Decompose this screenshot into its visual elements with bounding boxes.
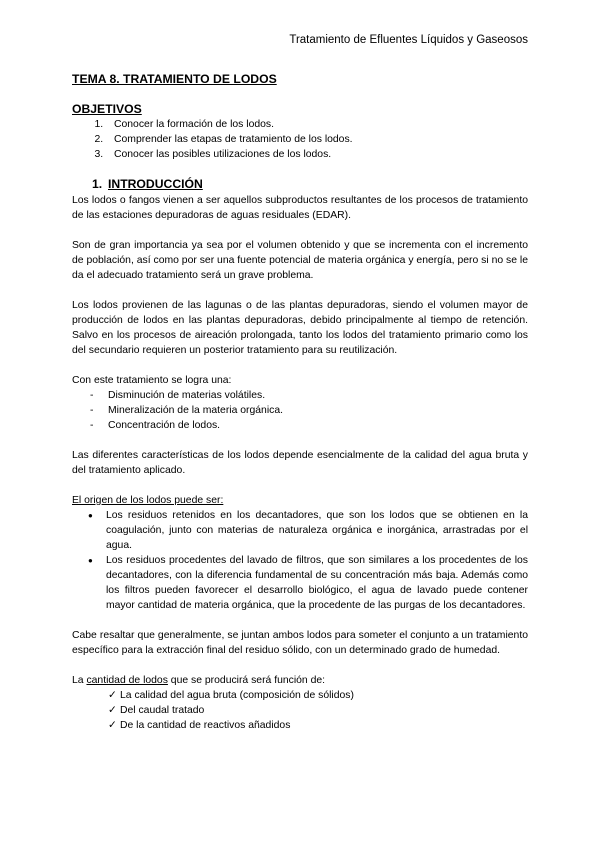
paragraph: Cabe resaltar que generalmente, se juntan ambos lodos para someter el conjunto a un tratamiento específico para la extracción final del residuo sólido, con un determinado grado de humedad.: [72, 630, 528, 656]
quantity-intro: [72, 673, 528, 688]
objective-item: 3. Conocer las posibles utilizaciones de los lodos.: [106, 147, 528, 162]
paragraph: Con este tratamiento se logra una:: [72, 375, 232, 386]
check-item-text: De la cantidad de reactivos añadidos: [120, 720, 291, 731]
check-icon: ✓: [108, 690, 117, 701]
check-item-text: Del caudal tratado: [120, 705, 205, 716]
objective-item: 2. Comprender las etapas de tratamiento de los lodos.: [106, 132, 528, 147]
paragraph: Las diferentes características de los lodos depende esencialmente de la calidad del agua bruta y del tratamiento aplicado.: [72, 450, 528, 476]
objectives-list: [72, 117, 528, 162]
section-heading: [92, 176, 528, 193]
dash-list: [72, 388, 528, 433]
list-item: - Mineralización de la materia orgánica.: [90, 403, 528, 418]
bullet-list: [72, 508, 528, 613]
paragraph: Los lodos o fangos vienen a ser aquellos subproductos resultantes de los procesos de tratamiento de las estaciones depuradoras de aguas residuales (EDAR).: [72, 195, 528, 221]
document-body: [72, 72, 528, 733]
section-number: 1.: [92, 177, 103, 191]
list-item: - Disminución de materias volátiles.: [90, 388, 528, 403]
check-icon: ✓: [108, 720, 117, 731]
objective-item: 1. Conocer la formación de los lodos.: [106, 117, 528, 132]
quantity-prefix: La: [72, 675, 87, 686]
quantity-suffix: que se producirá será función de:: [167, 675, 326, 686]
list-item: - Concentración de lodos.: [90, 418, 528, 433]
list-item: [108, 718, 528, 733]
running-header: Tratamiento de Efluentes Líquidos y Gaseosos: [289, 34, 528, 46]
paragraph: Son de gran importancia ya sea por el volumen obtenido y que se incrementa con el incremento de población, así como por ser una fuente potencial de materia orgánica y energía, pero si no se le da el adecuado tratamiento será un grave problema.: [72, 240, 528, 281]
check-list: [72, 688, 528, 733]
list-item: ● Los residuos procedentes del lavado de filtros, que son similares a los procedentes de los decantadores, con la diferencia fundamental de su concentración más baja. Además como los filtros pueden favorecer el desarrollo biológico, el agua de lavado puede contener mayor cantidad de materia orgánica, que la procedente de las purgas de los decantadores.: [106, 553, 528, 613]
check-icon: ✓: [108, 705, 117, 716]
list-item: [108, 703, 528, 718]
check-item-text: La calidad del agua bruta (composición de sólidos): [120, 690, 354, 701]
section-title: INTRODUCCIÓN: [108, 177, 203, 191]
quantity-term: cantidad de lodos: [86, 675, 168, 686]
list-item: [108, 688, 528, 703]
paragraph: Los lodos provienen de las lagunas o de las plantas depuradoras, siendo el volumen mayor de producción de lodos en las plantas depuradoras, debido principalmente al tiempo de retención. Salvo en los procesos de aireación prolongada, tanto los lodos del tratamiento primario como los del secundario requieren un posterior tratamiento para su reutilización.: [72, 300, 528, 356]
objectives-heading: OBJETIVOS: [72, 102, 142, 116]
chapter-title: TEMA 8. TRATAMIENTO DE LODOS: [72, 72, 277, 86]
origin-heading: El origen de los lodos puede ser:: [72, 495, 224, 506]
list-item: ● Los residuos retenidos en los decantadores, que son los lodos que se obtienen en la coagulación, junto con materias de naturaleza orgánica e inorgánica, arrastradas por el agua.: [106, 508, 528, 553]
